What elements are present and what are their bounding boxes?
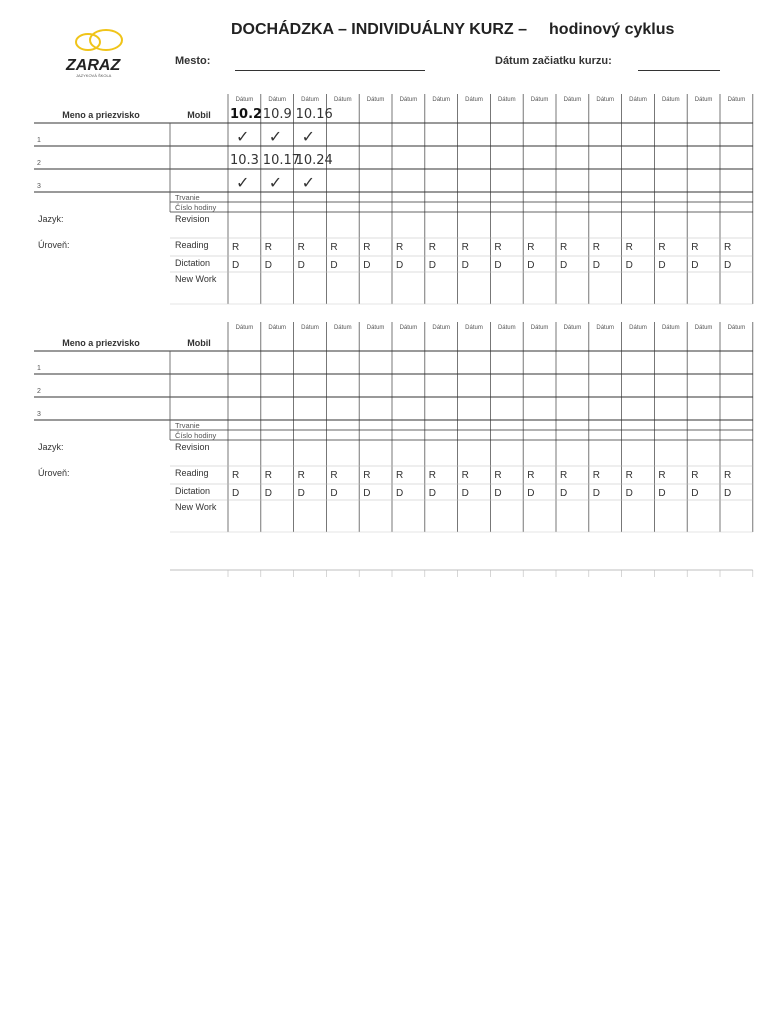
dictation-mark: D bbox=[560, 260, 568, 271]
date-column-header: Dátum bbox=[235, 97, 254, 103]
title-main: DOCHÁDZKA – INDIVIDUÁLNY KURZ – bbox=[231, 21, 528, 38]
reading-mark: R bbox=[658, 242, 666, 253]
date-column-header: Dátum bbox=[694, 325, 713, 331]
attendance-check: ✓ bbox=[301, 127, 316, 146]
detail-row-label: Číslo hodiny bbox=[175, 203, 217, 212]
dictation-mark: D bbox=[625, 260, 633, 271]
section-label: New Work bbox=[175, 274, 217, 284]
dictation-mark: D bbox=[691, 260, 699, 271]
handwritten-date: 10.3 bbox=[230, 153, 259, 168]
date-column-header: Dátum bbox=[530, 325, 549, 331]
section-label: Reading bbox=[175, 240, 209, 250]
dictation-mark: D bbox=[494, 488, 502, 499]
handwritten-date: 10.9 bbox=[262, 107, 292, 122]
reading-mark: R bbox=[625, 242, 633, 253]
date-column-header: Dátum bbox=[661, 97, 680, 103]
dictation-mark: D bbox=[297, 488, 305, 499]
reading-mark: R bbox=[232, 470, 240, 481]
language-label: Jazyk: bbox=[38, 214, 64, 224]
dictation-mark: D bbox=[461, 260, 469, 271]
dictation-mark: D bbox=[264, 488, 273, 499]
date-column-header: Dátum bbox=[301, 97, 319, 103]
reading-mark: R bbox=[592, 470, 601, 481]
student-row-number: 1 bbox=[37, 137, 41, 144]
empty-grid-footer bbox=[170, 570, 753, 577]
mobile-header: Mobil bbox=[187, 110, 211, 120]
attendance-check: ✓ bbox=[301, 173, 316, 192]
date-column-header: Dátum bbox=[530, 97, 549, 103]
dictation-mark: D bbox=[724, 260, 732, 271]
reading-mark: R bbox=[396, 470, 404, 481]
reading-mark: R bbox=[264, 470, 273, 481]
city-label: Mesto: bbox=[175, 55, 211, 67]
reading-mark: R bbox=[691, 470, 699, 481]
reading-mark: R bbox=[396, 242, 404, 253]
date-column-header: Dátum bbox=[366, 325, 385, 331]
date-column-header: Dátum bbox=[661, 325, 680, 331]
date-column-header: Dátum bbox=[399, 325, 418, 331]
dictation-mark: D bbox=[560, 488, 568, 499]
attendance-table-1 bbox=[34, 94, 753, 304]
reading-mark: R bbox=[363, 242, 371, 253]
date-column-header: Dátum bbox=[596, 97, 615, 103]
section-label: New Work bbox=[175, 502, 217, 512]
dictation-mark: D bbox=[625, 488, 633, 499]
dictation-mark: D bbox=[297, 260, 305, 271]
reading-mark: R bbox=[461, 242, 469, 253]
handwritten-date: 10.2 bbox=[230, 107, 263, 122]
date-column-header: Dátum bbox=[301, 325, 319, 331]
date-column-header: Dátum bbox=[432, 97, 451, 103]
dictation-mark: D bbox=[396, 260, 404, 271]
dictation-mark: D bbox=[232, 260, 240, 271]
student-row-number: 3 bbox=[37, 183, 41, 190]
dictation-mark: D bbox=[494, 260, 502, 271]
title-sub: hodinový cyklus bbox=[549, 21, 675, 38]
reading-mark: R bbox=[724, 242, 732, 253]
date-column-header: Dátum bbox=[563, 325, 582, 331]
date-column-header: Dátum bbox=[727, 325, 746, 331]
reading-mark: R bbox=[428, 470, 437, 481]
detail-row-label: Číslo hodiny bbox=[175, 431, 217, 440]
reading-mark: R bbox=[560, 242, 568, 253]
attendance-check: ✓ bbox=[236, 173, 250, 192]
start-date-label: Dátum začiatku kurzu: bbox=[495, 55, 612, 67]
reading-mark: R bbox=[461, 470, 469, 481]
attendance-check: ✓ bbox=[268, 127, 283, 146]
date-column-header: Dátum bbox=[497, 97, 516, 103]
student-row-number: 2 bbox=[37, 388, 41, 395]
attendance-check: ✓ bbox=[268, 173, 283, 192]
dictation-mark: D bbox=[363, 488, 371, 499]
reading-mark: R bbox=[363, 470, 371, 481]
dictation-mark: D bbox=[658, 260, 666, 271]
dictation-mark: D bbox=[264, 260, 273, 271]
dictation-mark: D bbox=[691, 488, 699, 499]
attendance-table-2 bbox=[34, 322, 753, 532]
date-column-header: Dátum bbox=[629, 325, 647, 331]
date-column-header: Dátum bbox=[694, 97, 713, 103]
date-column-header: Dátum bbox=[497, 325, 516, 331]
section-label: Revision bbox=[175, 442, 210, 452]
reading-mark: R bbox=[494, 470, 502, 481]
date-column-header: Dátum bbox=[465, 97, 483, 103]
date-column-header: Dátum bbox=[465, 325, 483, 331]
attendance-check: ✓ bbox=[236, 127, 250, 146]
date-column-header: Dátum bbox=[596, 325, 615, 331]
dictation-mark: D bbox=[592, 260, 601, 271]
reading-mark: R bbox=[428, 242, 437, 253]
student-row-number: 1 bbox=[37, 365, 41, 372]
reading-mark: R bbox=[297, 470, 305, 481]
date-column-header: Dátum bbox=[563, 97, 582, 103]
dictation-mark: D bbox=[724, 488, 732, 499]
handwritten-date: 10.16 bbox=[295, 107, 333, 122]
dictation-mark: D bbox=[592, 488, 601, 499]
date-column-header: Dátum bbox=[366, 97, 385, 103]
reading-mark: R bbox=[330, 470, 338, 481]
dictation-mark: D bbox=[428, 488, 437, 499]
language-label: Jazyk: bbox=[38, 442, 64, 452]
date-column-header: Dátum bbox=[333, 325, 352, 331]
handwritten-date: 10.17 bbox=[262, 153, 301, 168]
dictation-mark: D bbox=[527, 260, 535, 271]
reading-mark: R bbox=[494, 242, 502, 253]
handwritten-date: 10.24 bbox=[295, 153, 333, 168]
student-row-number: 3 bbox=[37, 411, 41, 418]
date-column-header: Dátum bbox=[235, 325, 254, 331]
date-column-header: Dátum bbox=[268, 97, 287, 103]
section-label: Revision bbox=[175, 214, 210, 224]
dictation-mark: D bbox=[527, 488, 535, 499]
date-column-header: Dátum bbox=[432, 325, 451, 331]
section-label: Dictation bbox=[175, 258, 211, 268]
dictation-mark: D bbox=[330, 488, 338, 499]
name-header: Meno a priezvisko bbox=[62, 338, 140, 348]
reading-mark: R bbox=[527, 470, 535, 481]
date-column-header: Dátum bbox=[268, 325, 287, 331]
reading-mark: R bbox=[560, 470, 568, 481]
date-column-header: Dátum bbox=[333, 97, 352, 103]
dictation-mark: D bbox=[428, 260, 437, 271]
date-column-header: Dátum bbox=[399, 97, 418, 103]
reading-mark: R bbox=[297, 242, 305, 253]
dictation-mark: D bbox=[396, 488, 404, 499]
svg-text:JAZYKOVÁ ŠKOLA: JAZYKOVÁ ŠKOLA bbox=[76, 73, 112, 78]
reading-mark: R bbox=[691, 242, 699, 253]
detail-row-label: Trvanie bbox=[175, 421, 200, 430]
section-label: Dictation bbox=[175, 486, 211, 496]
date-column-header: Dátum bbox=[629, 97, 647, 103]
student-row-number: 2 bbox=[37, 160, 41, 167]
dictation-mark: D bbox=[658, 488, 666, 499]
reading-mark: R bbox=[330, 242, 338, 253]
reading-mark: R bbox=[625, 470, 633, 481]
dictation-mark: D bbox=[461, 488, 469, 499]
reading-mark: R bbox=[232, 242, 240, 253]
reading-mark: R bbox=[264, 242, 273, 253]
reading-mark: R bbox=[592, 242, 601, 253]
reading-mark: R bbox=[724, 470, 732, 481]
date-column-header: Dátum bbox=[727, 97, 746, 103]
level-label: Úroveň: bbox=[38, 240, 70, 250]
mobile-header: Mobil bbox=[187, 338, 211, 348]
level-label: Úroveň: bbox=[38, 468, 70, 478]
reading-mark: R bbox=[658, 470, 666, 481]
reading-mark: R bbox=[527, 242, 535, 253]
detail-row-label: Trvanie bbox=[175, 193, 200, 202]
dictation-mark: D bbox=[232, 488, 240, 499]
dictation-mark: D bbox=[363, 260, 371, 271]
dictation-mark: D bbox=[330, 260, 338, 271]
svg-text:ZARAZ: ZARAZ bbox=[66, 57, 121, 74]
section-label: Reading bbox=[175, 468, 209, 478]
name-header: Meno a priezvisko bbox=[62, 110, 140, 120]
